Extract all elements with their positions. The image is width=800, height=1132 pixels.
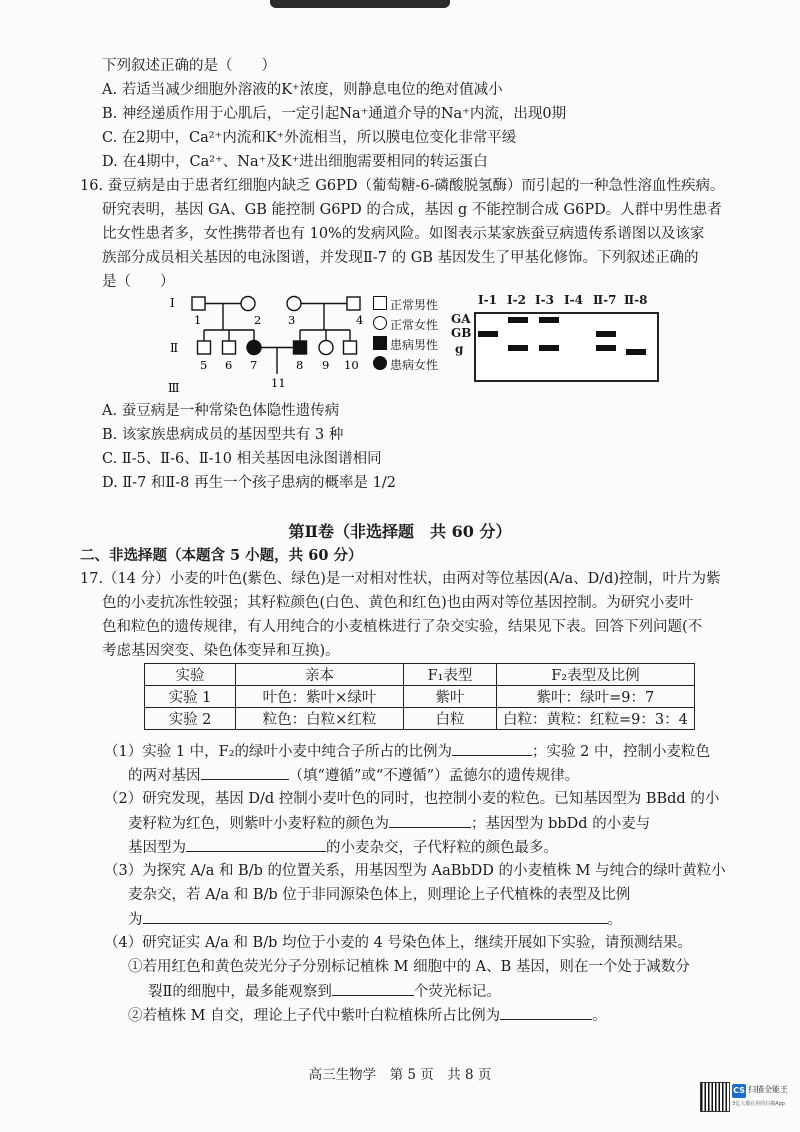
table-header-row [145,664,695,686]
pedigree-i3-normal-female [287,297,301,311]
table-cell: 白粒：黄粒：红粒=9：3：4 [497,708,695,730]
gel-row-label-gb: GB [451,326,472,340]
q17-part3-line2: 麦杂交，若 A/a 和 B/b 位于非同源染色体上，则理论上子代植株的表型及比例 [128,887,631,903]
circle-outline-icon [373,316,387,330]
q15-option-d: D. 在4期中，Ca²⁺、Na⁺及K⁺进出细胞需要相同的转运蛋白 [102,154,488,170]
experiment-table [144,663,695,730]
legend-normal-male: 正常男性 [373,296,438,313]
gel-lane-label: Ⅱ-7 [593,293,617,307]
page-footer: 高三生物学 第 5 页 共 8 页 [308,1067,492,1083]
q17-part2-line3: 基因型为 的小麦杂交，子代籽粒的颜色最多。 [128,837,558,858]
legend-affected-male: 患病男性 [373,336,438,353]
gen-label-iii: Ⅲ [168,381,180,395]
table-row [145,708,695,730]
scanner-app-slogan: 3亿人都在用的扫描App [732,1101,785,1107]
pedigree-num-6: 6 [225,358,233,372]
q15-option-c: C. 在2期中，Ca²⁺内流和K⁺外流相当，所以膜电位变化非常平缓 [102,130,517,146]
section-heading: 二、非选择题（本题含 5 小题，共 60 分） [80,547,363,564]
pedigree-num-10: 10 [344,358,359,372]
pedigree-chart [150,286,380,398]
q16-option-a: A. 蚕豆病是一种常染色体隐性遗传病 [102,403,340,419]
gel-row-label-ga: GA [451,312,471,326]
q17-part4-line3: 裂Ⅱ的细胞中，最多能观察到 个荧光标记。 [148,981,501,1002]
gel-lane-label: Ⅰ-4 [564,293,583,307]
pedigree-num-1: 1 [194,313,202,327]
legend-affected-female: 患病女性 [373,356,438,373]
table-cell: 叶色：紫叶×绿叶 [236,686,404,708]
cs-logo-icon: CS [732,1084,746,1098]
electrophoresis-gel [474,312,659,382]
pedigree-num-2: 2 [254,313,262,327]
q15-option-b: B. 神经递质作用于心肌后，一定引起Na⁺通道介导的Na⁺内流，出现0期 [102,106,567,122]
gel-row-label-g: g [455,342,464,356]
table-cell: 紫叶 [404,686,497,708]
scanner-app-name: 扫描全能王 [748,1085,788,1094]
q17-part1-line2: 的两对基因 （填“遵循”或“不遵循”）孟德尔的遗传规律。 [128,765,579,786]
q17-part2-line2: 麦籽粒为红色，则紫叶小麦籽粒的颜色为 ；基因型为 bbDd 的小麦与 [128,813,650,834]
q16-line5: 是（ ） [102,274,175,290]
q17-line3: 色和粒色的遗传规律，有人用纯合的小麦植株进行了杂交实验，结果见下表。回答下列问题(不 [102,619,703,635]
q17-part1-line1: （1）实验 1 中，F₂的绿叶小麦中纯合子所占的比例为 ；实验 2 中，控制小麦粒色 [104,741,710,762]
binding-mark [270,0,450,8]
gel-lane-label: Ⅱ-8 [624,293,648,307]
q15-option-a: A. 若适当减少细胞外溶液的K⁺浓度，则静息电位的绝对值减小 [102,82,503,98]
legend-normal-female: 正常女性 [373,316,438,333]
gel-band [626,349,646,355]
gel-band [596,345,616,351]
pedigree-num-7: 7 [250,358,258,372]
pedigree-ii9-normal-female [319,341,333,355]
pedigree-ii8-affected-male [294,341,307,354]
pedigree-num-8: 8 [296,358,304,372]
q16-option-c: C. Ⅱ-5、Ⅱ-6、Ⅱ-10 相关基因电泳图谱相同 [102,451,382,467]
q17-part4-line4: ②若植株 M 自交，理论上子代中紫叶白粒植株所占比例为 。 [128,1005,607,1026]
pedigree-i4-normal-male [347,297,360,310]
table-cell: 紫叶：绿叶=9：7 [497,686,695,708]
q16-line3: 比女性患者多，女性携带者也有 10%的发病风险。如图表示某家族蚕豆病遗传系谱图以及该家 [102,226,705,242]
section-title: 第Ⅱ卷（非选择题 共 60 分） [288,522,512,541]
gel-band [539,317,559,323]
q17-part3-line3: 为 。 [128,909,622,930]
q17-line4: 考虑基因突变、染色体变异和互换)。 [102,643,340,659]
q15-stem: 下列叙述正确的是（ ） [102,58,276,74]
pedigree-num-11: 11 [271,376,286,390]
q17-part3-line1: （3）为探究 A/a 和 B/b 的位置关系，用基因型为 AaBbDD 的小麦植株 M 与纯合的绿叶黄粒小 [104,863,726,879]
pedigree-ii7-affected-female [247,341,261,355]
table-header: 实验 [145,664,236,686]
q17-part4-line2: ①若用红色和黄色荧光分子分别标记植株 M 细胞中的 A、B 基因，则在一个处于减数分 [128,959,690,975]
circle-filled-icon [373,356,387,370]
gel-lane-label: Ⅰ-2 [507,293,526,307]
pedigree-num-9: 9 [322,358,330,372]
q16-line4: 族部分成员相关基因的电泳图谱，并发现Ⅱ-7 的 GB 基因发生了甲基化修饰。下列叙述正确的 [102,250,699,266]
table-header: 亲本 [236,664,404,686]
q17-line2: 色的小麦抗冻性较强；其籽粒颜色(白色、黄色和红色)也由两对等位基因控制。为研究小麦叶 [102,595,694,611]
q16-option-b: B. 该家族患病成员的基因型共有 3 种 [102,427,344,443]
gel-lane-label: Ⅰ-3 [535,293,554,307]
table-cell: 实验 1 [145,686,236,708]
answer-blank[interactable] [186,837,326,852]
answer-blank[interactable] [143,909,608,924]
table-cell: 实验 2 [145,708,236,730]
gel-band [596,331,616,337]
square-filled-icon [373,336,387,350]
q16-line1: 16. 蚕豆病是由于患者红细胞内缺乏 G6PD（葡萄糖-6-磷酸脱氢酶）而引起的一种急性溶血性疾病。 [80,178,725,194]
gel-lane-label: Ⅰ-1 [478,293,497,307]
qr-code-icon [700,1082,730,1112]
answer-blank[interactable] [332,981,414,996]
pedigree-ii10-normal-male [344,341,357,354]
q17-part2-line1: （2）研究发现，基因 D/d 控制小麦叶色的同时，也控制小麦的粒色。已知基因型为 BBdd 的小 [104,791,720,807]
pedigree-ii5-normal-male [198,341,211,354]
gen-label-ii: Ⅱ [170,341,179,355]
table-cell: 粒色：白粒×红粒 [236,708,404,730]
gel-band [508,345,528,351]
gel-band [539,345,559,351]
q16-option-d: D. Ⅱ-7 和Ⅱ-8 再生一个孩子患病的概率是 1/2 [102,475,396,491]
table-row [145,686,695,708]
answer-blank[interactable] [201,765,289,780]
scanner-watermark [700,1082,788,1116]
gel-band [508,317,528,323]
q17-part4-line1: （4）研究证实 A/a 和 B/b 均位于小麦的 4 号染色体上，继续开展如下实验，请预测结果。 [104,935,692,951]
table-header: F₂表型及比例 [497,664,695,686]
gel-band [478,331,498,337]
table-cell: 白粒 [404,708,497,730]
table-header: F₁表型 [404,664,497,686]
pedigree-num-3: 3 [288,313,296,327]
pedigree-i1-normal-male [192,297,205,310]
square-outline-icon [373,296,387,310]
answer-blank[interactable] [500,1005,592,1020]
q16-line2: 研究表明，基因 GA、GB 能控制 G6PD 的合成，基因 g 不能控制合成 G6PD。人群中男性患者 [102,202,722,218]
pedigree-num-5: 5 [200,358,208,372]
gen-label-i: Ⅰ [170,296,175,310]
pedigree-ii6-normal-male [223,341,236,354]
q17-line1: 17.（14 分）小麦的叶色(紫色、绿色)是一对相对性状，由两对等位基因(A/a、D/d)控制，叶片为紫 [80,571,721,587]
answer-blank[interactable] [389,813,471,828]
pedigree-i2-normal-female [241,297,255,311]
answer-blank[interactable] [452,741,532,756]
pedigree-num-4: 4 [356,313,364,327]
